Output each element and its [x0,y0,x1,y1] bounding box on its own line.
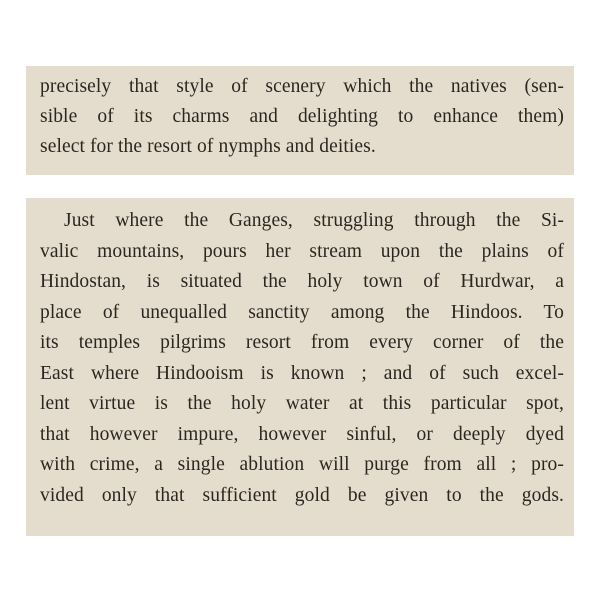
text-line: vided only that sufficient gold be given to the gods. [40,484,564,506]
text-line: East where Hindooism is known ; and of such excel- [40,362,564,384]
text-line: sible of its charms and delighting to enhance them) [40,106,564,127]
text-line: its temples pilgrims resort from every corner of the [40,332,564,353]
page-fragment-bottom [26,198,574,536]
text-line: with crime, a single ablution will purge from all ; pro- [40,454,564,475]
page-fragment-top [26,66,574,175]
text-line: precisely that style of scenery which the natives (sen- [40,76,564,97]
text-line: valic mountains, pours her stream upon the plains of [40,240,564,262]
text-line: lent virtue is the holy water at this particular spot, [40,393,564,414]
paragraph-first-line: Just where the Ganges, struggling through the Si- [64,210,564,231]
text-line: select for the resort of nymphs and deities. [40,136,376,157]
text-line: that however impure, however sinful, or deeply dyed [40,423,564,445]
text-line: place of unequalled sanctity among the Hindoos. To [40,301,564,323]
text-line: Hindostan, is situated the holy town of Hurdwar, a [40,271,564,292]
